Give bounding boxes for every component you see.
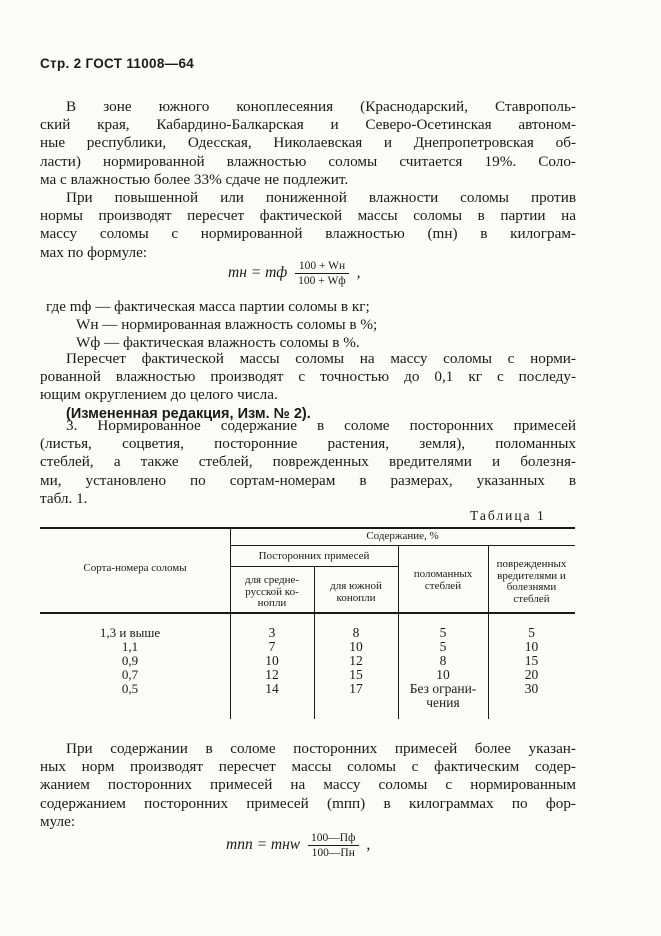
text-line: Пересчет фактической массы соломы на массу соломы с норми- [66,350,576,367]
table-cell: 5 [439,639,447,654]
text-line: ми, установлено по сортам-номерам в размерах, указанных в [40,471,576,489]
text-line: При содержании в соломе посторонних примесей более указан- [66,740,576,757]
text-line: ных норм производят пересчет массы соломы с фактическим содер- [40,758,576,776]
formula-fraction [308,832,359,859]
formula-lhs: mн = mф [228,264,288,282]
text-line: ма с влажностью более 33% сдаче не подлежит. [40,170,349,188]
formula-lhs: mпп = mнw [226,836,301,854]
table-cell: 17 [349,681,363,696]
formula-impurities [226,832,370,859]
paragraph-south-zone [40,98,576,189]
table-cell: 8 [352,625,360,640]
table-cell: 3 [268,625,276,640]
table-rule [230,545,575,546]
header-sort: Сорта-номера соломы [83,562,187,574]
header-impurities: Посторонних примесей [258,550,370,562]
text-line: массу соломы с нормированной влажностью (mн) в килограм- [40,225,576,243]
text-line: рованной влажностью производят с точностью до 0,1 кг с последу- [40,368,576,386]
table-cell: 15 [349,667,363,682]
table-1 [40,527,575,719]
page-header: Стр. 2 ГОСТ 11008—64 [40,56,195,71]
text-line: мах по формуле: [40,243,148,261]
formula-denominator: 100—Пн [311,847,355,859]
header-line: нопли [257,597,287,609]
table-cell: 10 [436,667,450,682]
table-cell: 7 [268,639,276,654]
text-line: ющим округлением до целого числа. [40,386,278,404]
table-cell: 14 [265,681,279,696]
table-cell: 30 [524,681,539,696]
header-broken [398,569,488,592]
formula-denominator: 100 + Wф [298,275,346,287]
table-cell: 12 [349,653,363,668]
table-cell: чения [426,695,460,710]
header-content: Содержание, % [366,530,439,542]
table-row-sort: 1,1 [121,639,139,654]
text-line: табл. 1. [40,489,88,507]
formula-legend [46,298,377,353]
legend-line: где mф — фактическая масса партии соломы в кг; [46,298,370,315]
table-caption: Таблица 1 [470,508,546,523]
formula-humidity [228,260,361,287]
table-cell: 15 [524,653,539,668]
text-line: ные республики, Одесская, Николаевская и Днепропетровская об- [40,134,576,152]
table-cell: 10 [265,653,279,668]
text-line: содержанием посторонних примесей (mпп) в килограммах по фор- [40,794,576,812]
text-line: муле: [40,812,76,830]
legend-line: Wн — нормированная влажность соломы в %; [76,316,378,334]
table-cell: 10 [524,639,539,654]
legend-line: Wф — фактическая влажность соломы в %. [76,334,360,352]
paragraph-humidity [40,189,576,262]
header-line: стеблей [424,579,462,592]
paragraph-impurities [40,417,576,508]
table-row-sort: 0,5 [121,681,139,696]
header-damaged [488,559,575,605]
header-line: болезнями [506,581,557,593]
text-line: При повышенной или пониженной влажности соломы против [66,189,576,206]
text-line: ский края, Кабардино-Балкарская и Северо-Осетинская автоном- [40,116,576,134]
header-line: поломанных [413,568,473,580]
text-line: жанием посторонних примесей на массу соломы с нормированным [40,776,576,794]
header-line: русской ко- [245,585,299,598]
header-line: для средне- [244,574,300,586]
table-cell: 20 [524,667,539,682]
text-line: 3. Нормированное содержание в соломе посторонних примесей [66,417,576,434]
table-cell: 10 [349,639,363,654]
table-row-sort: 1,3 и выше [99,625,161,640]
paragraph-recalc [40,350,576,423]
table-cell: Без ограни- [409,681,477,696]
table-cell: 8 [439,653,447,668]
formula-tail: , [366,836,371,854]
text-line: ласти) нормированной влажностью соломы считается 19%. Соло- [40,152,576,170]
edit-note: (Измененная редакция, Изм. № 2). [66,405,311,422]
header-line: стеблей [513,592,550,605]
header-line: поврежденных [496,558,567,570]
text-line: (листья, соцветия, посторонние растения, земля), поломанных [40,435,576,453]
header-line: для южной [330,580,382,592]
table-row-sort: 0,7 [121,667,139,682]
table-rule [40,527,575,529]
table-row-sort: 0,9 [121,653,139,668]
formula-tail: , [356,264,361,282]
table-cell: 5 [528,625,535,640]
header-central-russia [230,575,314,610]
table-cell: 5 [439,625,447,640]
text-line: нормы производят пересчет фактической массы соломы в партии на [40,207,576,225]
header-line: конопли [336,591,376,604]
paragraph-impurity-recalc [40,740,576,831]
header-south-hemp [314,581,398,604]
formula-numerator: 100—Пф [308,832,359,846]
text-line: стеблей, а также стеблей, поврежденных вредителями и болезня- [40,453,576,471]
table-rule [40,612,575,614]
formula-fraction [295,260,349,287]
text-line: В зоне южного коноплесеяния (Краснодарский, Ставрополь- [66,98,576,115]
table-cell: 12 [265,667,279,682]
header-line: вредителями и [497,569,566,582]
formula-numerator: 100 + Wн [295,260,349,274]
